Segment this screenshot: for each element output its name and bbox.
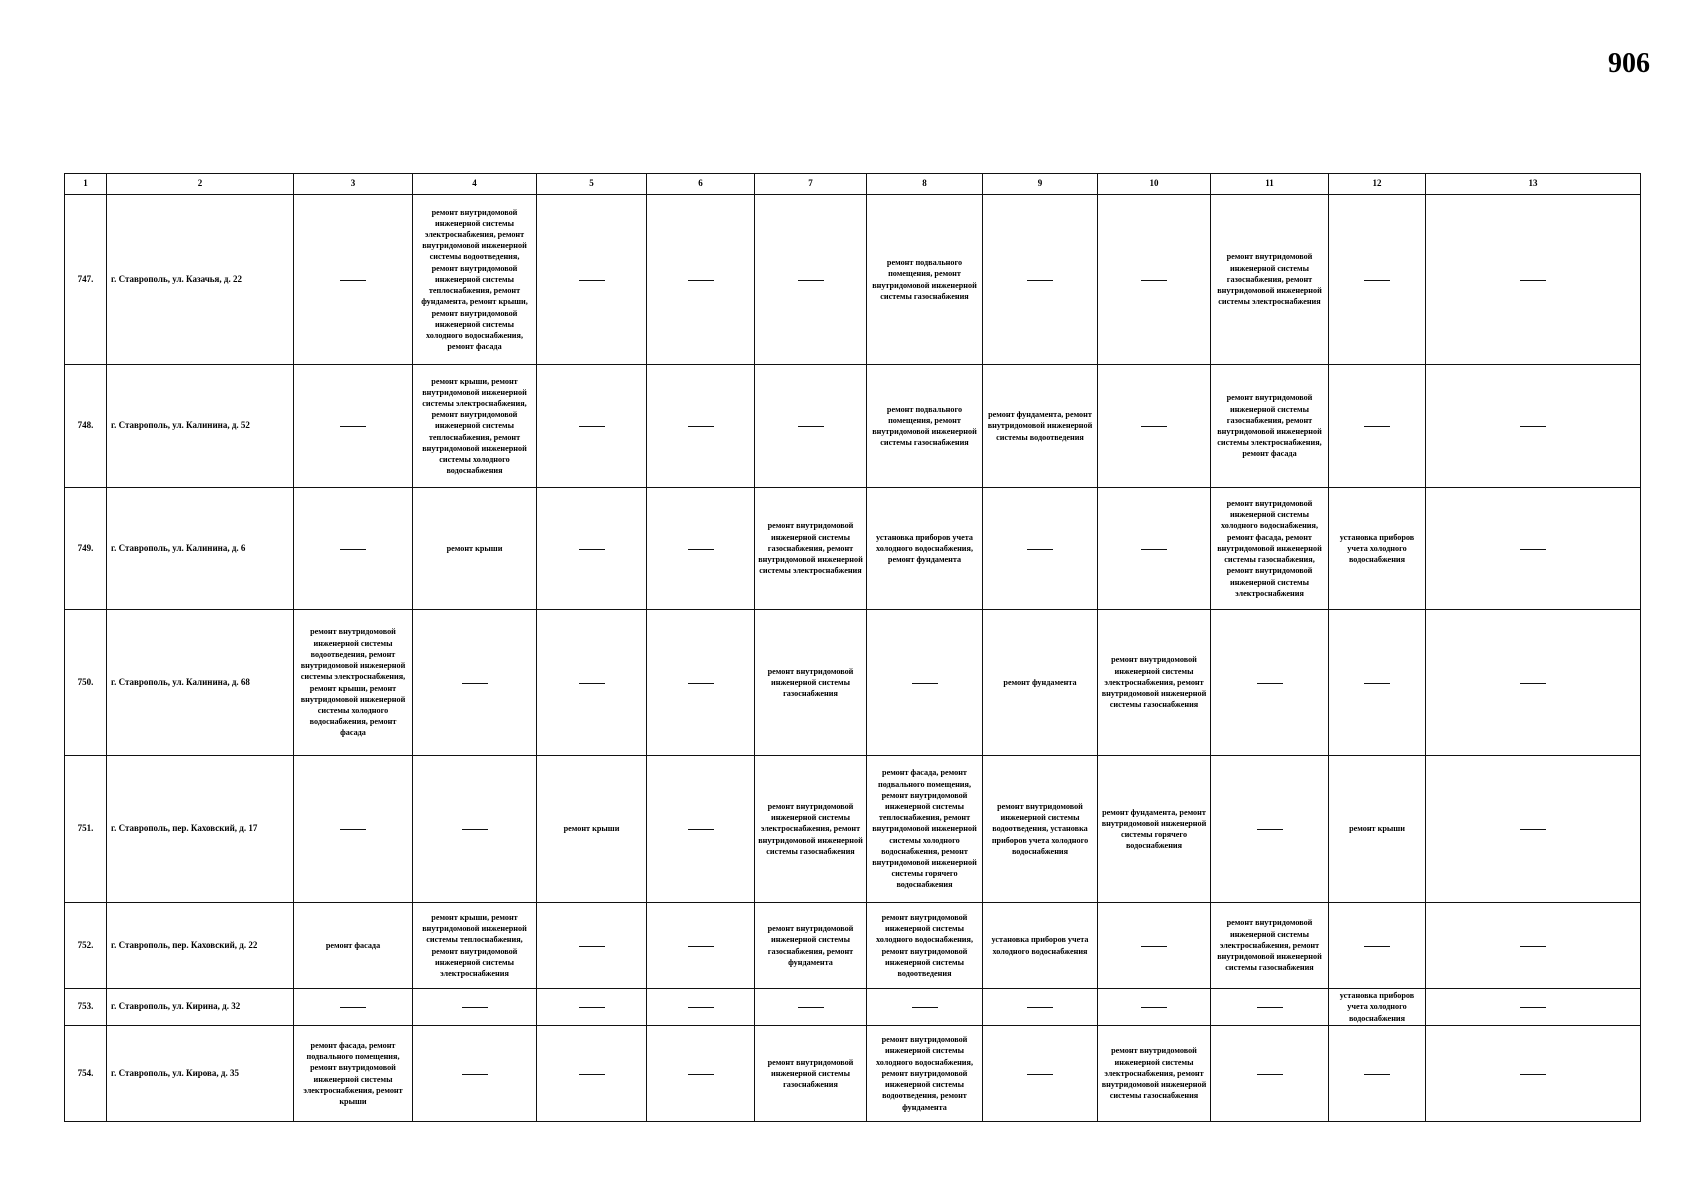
dash-mark <box>688 829 714 830</box>
work-type-cell <box>1329 1026 1426 1122</box>
row-number-cell: 749. <box>65 488 107 610</box>
work-type-cell <box>983 989 1098 1026</box>
dash-mark <box>688 1074 714 1075</box>
dash-mark <box>340 426 366 427</box>
work-type-cell <box>1426 365 1641 488</box>
table-row <box>65 195 1641 365</box>
column-header-4: 4 <box>413 174 537 195</box>
work-type-cell: установка приборов учета холодного водоснабжения <box>1329 989 1426 1026</box>
dash-mark <box>688 280 714 281</box>
dash-mark <box>579 683 605 684</box>
dash-mark <box>579 1007 605 1008</box>
dash-mark <box>462 1007 488 1008</box>
work-type-cell: ремонт фасада, ремонт подвального помещения, ремонт внутридомовой инженерной системы теплоснабжения, ремонт внутридомовой инженерной системы холодного водоснабжения, ремонт внутридомовой инженерной системы горячего водоснабжения <box>867 756 983 903</box>
dash-mark <box>1364 946 1390 947</box>
dash-mark <box>340 549 366 550</box>
work-type-cell: ремонт внутридомовой инженерной системы газоснабжения, ремонт внутридомовой инженерной системы электроснабжения, ремонт фасада <box>1211 365 1329 488</box>
dash-mark <box>1364 1074 1390 1075</box>
work-type-cell <box>294 365 413 488</box>
column-header-11: 11 <box>1211 174 1329 195</box>
work-type-cell: ремонт внутридомовой инженерной системы газоснабжения, ремонт фундамента <box>755 903 867 989</box>
work-type-cell: ремонт крыши, ремонт внутридомовой инженерной системы теплоснабжения, ремонт внутридомовой инженерной системы электроснабжения <box>413 903 537 989</box>
address-cell: г. Ставрополь, ул. Калинина, д. 52 <box>107 365 294 488</box>
work-type-cell: ремонт внутридомовой инженерной системы водоотведения, ремонт внутридомовой инженерной системы электроснабжения, ремонт крыши, ремонт внутридомовой инженерной системы холодного водоснабжения, ремонт фасада <box>294 610 413 756</box>
work-type-cell <box>1211 1026 1329 1122</box>
work-type-cell <box>537 610 647 756</box>
work-type-cell <box>755 989 867 1026</box>
address-cell: г. Ставрополь, ул. Калинина, д. 6 <box>107 488 294 610</box>
work-type-cell <box>537 903 647 989</box>
work-type-cell: ремонт подвального помещения, ремонт внутридомовой инженерной системы газоснабжения <box>867 195 983 365</box>
work-type-cell <box>647 610 755 756</box>
column-header-13: 13 <box>1426 174 1641 195</box>
table-row <box>65 903 1641 989</box>
work-type-cell <box>647 989 755 1026</box>
dash-mark <box>912 1007 938 1008</box>
table-body <box>65 195 1641 1122</box>
work-type-cell <box>1329 195 1426 365</box>
work-type-cell: ремонт крыши <box>1329 756 1426 903</box>
work-type-cell <box>537 365 647 488</box>
dash-mark <box>1520 829 1546 830</box>
work-type-cell: ремонт фундамента, ремонт внутридомовой инженерной системы водоотведения <box>983 365 1098 488</box>
work-type-cell <box>413 756 537 903</box>
work-type-cell <box>537 488 647 610</box>
repair-table <box>64 173 1641 1122</box>
dash-mark <box>579 1074 605 1075</box>
work-type-cell <box>1211 756 1329 903</box>
column-header-1: 1 <box>65 174 107 195</box>
dash-mark <box>579 426 605 427</box>
dash-mark <box>340 280 366 281</box>
column-header-2: 2 <box>107 174 294 195</box>
table-row <box>65 756 1641 903</box>
work-type-cell <box>1329 903 1426 989</box>
work-type-cell: ремонт внутридомовой инженерной системы газоснабжения <box>755 1026 867 1122</box>
dash-mark <box>1257 1007 1283 1008</box>
work-type-cell <box>1426 756 1641 903</box>
work-type-cell: ремонт внутридомовой инженерной системы электроснабжения, ремонт внутридомовой инженерной системы газоснабжения <box>1098 610 1211 756</box>
work-type-cell: ремонт внутридомовой инженерной системы электроснабжения, ремонт внутридомовой инженерной системы газоснабжения <box>1211 903 1329 989</box>
work-type-cell: ремонт внутридомовой инженерной системы электроснабжения, ремонт внутридомовой инженерной системы газоснабжения <box>1098 1026 1211 1122</box>
column-header-6: 6 <box>647 174 755 195</box>
dash-mark <box>912 683 938 684</box>
dash-mark <box>1257 829 1283 830</box>
dash-mark <box>688 683 714 684</box>
work-type-cell: ремонт внутридомовой инженерной системы газоснабжения, ремонт внутридомовой инженерной системы электроснабжения <box>1211 195 1329 365</box>
work-type-cell <box>647 195 755 365</box>
work-type-cell <box>983 1026 1098 1122</box>
dash-mark <box>1027 280 1053 281</box>
dash-mark <box>1364 426 1390 427</box>
work-type-cell: ремонт фундамента <box>983 610 1098 756</box>
dash-mark <box>462 1074 488 1075</box>
dash-mark <box>1364 280 1390 281</box>
dash-mark <box>462 829 488 830</box>
dash-mark <box>1141 946 1167 947</box>
work-type-cell <box>413 989 537 1026</box>
work-type-cell <box>867 610 983 756</box>
work-type-cell: ремонт внутридомовой инженерной системы газоснабжения, ремонт внутридомовой инженерной системы электроснабжения <box>755 488 867 610</box>
column-header-7: 7 <box>755 174 867 195</box>
dash-mark <box>1520 549 1546 550</box>
dash-mark <box>798 280 824 281</box>
work-type-cell <box>1426 989 1641 1026</box>
work-type-cell <box>1098 903 1211 989</box>
row-number-cell: 747. <box>65 195 107 365</box>
row-number-cell: 751. <box>65 756 107 903</box>
dash-mark <box>1520 946 1546 947</box>
work-type-cell <box>294 989 413 1026</box>
work-type-cell: ремонт фундамента, ремонт внутридомовой инженерной системы горячего водоснабжения <box>1098 756 1211 903</box>
dash-mark <box>688 946 714 947</box>
dash-mark <box>340 1007 366 1008</box>
dash-mark <box>1141 1007 1167 1008</box>
work-type-cell <box>647 903 755 989</box>
work-type-cell <box>755 365 867 488</box>
row-number-cell: 750. <box>65 610 107 756</box>
row-number-cell: 748. <box>65 365 107 488</box>
work-type-cell: ремонт внутридомовой инженерной системы электроснабжения, ремонт внутридомовой инженерной системы газоснабжения <box>755 756 867 903</box>
table-row <box>65 989 1641 1026</box>
column-header-12: 12 <box>1329 174 1426 195</box>
work-type-cell <box>1329 610 1426 756</box>
work-type-cell <box>1426 903 1641 989</box>
work-type-cell: ремонт крыши <box>537 756 647 903</box>
work-type-cell <box>1426 195 1641 365</box>
work-type-cell <box>647 1026 755 1122</box>
dash-mark <box>1141 280 1167 281</box>
address-cell: г. Ставрополь, ул. Кирова, д. 35 <box>107 1026 294 1122</box>
column-header-3: 3 <box>294 174 413 195</box>
work-type-cell <box>983 195 1098 365</box>
work-type-cell <box>294 195 413 365</box>
work-type-cell: ремонт внутридомовой инженерной системы холодного водоснабжения, ремонт внутридомовой инженерной системы водоотведения, ремонт фундамента <box>867 1026 983 1122</box>
dash-mark <box>340 829 366 830</box>
work-type-cell <box>1211 610 1329 756</box>
table-row <box>65 488 1641 610</box>
work-type-cell <box>1098 365 1211 488</box>
dash-mark <box>1520 426 1546 427</box>
work-type-cell <box>755 195 867 365</box>
work-type-cell <box>537 989 647 1026</box>
dash-mark <box>1520 1074 1546 1075</box>
work-type-cell <box>983 488 1098 610</box>
work-type-cell: ремонт внутридомовой инженерной системы водоотведения, установка приборов учета холодного водоснабжения <box>983 756 1098 903</box>
column-header-8: 8 <box>867 174 983 195</box>
work-type-cell: ремонт фасада, ремонт подвального помещения, ремонт внутридомовой инженерной системы электроснабжения, ремонт крыши <box>294 1026 413 1122</box>
work-type-cell: ремонт крыши <box>413 488 537 610</box>
dash-mark <box>1520 280 1546 281</box>
dash-mark <box>688 426 714 427</box>
column-header-9: 9 <box>983 174 1098 195</box>
dash-mark <box>1027 549 1053 550</box>
dash-mark <box>688 1007 714 1008</box>
work-type-cell <box>294 488 413 610</box>
dash-mark <box>1257 683 1283 684</box>
work-type-cell: ремонт подвального помещения, ремонт внутридомовой инженерной системы газоснабжения <box>867 365 983 488</box>
work-type-cell: установка приборов учета холодного водоснабжения, ремонт фундамента <box>867 488 983 610</box>
table-row <box>65 1026 1641 1122</box>
dash-mark <box>798 1007 824 1008</box>
dash-mark <box>579 549 605 550</box>
address-cell: г. Ставрополь, ул. Казачья, д. 22 <box>107 195 294 365</box>
work-type-cell <box>1329 365 1426 488</box>
work-type-cell <box>1098 488 1211 610</box>
work-type-cell: ремонт крыши, ремонт внутридомовой инженерной системы электроснабжения, ремонт внутридомовой инженерной системы теплоснабжения, ремонт внутридомовой инженерной системы холодного водоснабжения <box>413 365 537 488</box>
work-type-cell <box>1426 610 1641 756</box>
dash-mark <box>1027 1074 1053 1075</box>
row-number-cell: 753. <box>65 989 107 1026</box>
work-type-cell <box>1098 989 1211 1026</box>
dash-mark <box>688 549 714 550</box>
dash-mark <box>1141 426 1167 427</box>
row-number-cell: 752. <box>65 903 107 989</box>
column-header-10: 10 <box>1098 174 1211 195</box>
table-row <box>65 365 1641 488</box>
work-type-cell <box>537 1026 647 1122</box>
work-type-cell: ремонт внутридомовой инженерной системы холодного водоснабжения, ремонт фасада, ремонт внутридомовой инженерной системы газоснабжения, ремонт внутридомовой инженерной системы электроснабжения <box>1211 488 1329 610</box>
work-type-cell: ремонт внутридомовой инженерной системы холодного водоснабжения, ремонт внутридомовой инженерной системы водоотведения <box>867 903 983 989</box>
address-cell: г. Ставрополь, пер. Каховский, д. 17 <box>107 756 294 903</box>
work-type-cell <box>413 610 537 756</box>
page-number: 906 <box>1608 48 1650 79</box>
work-type-cell <box>1426 488 1641 610</box>
dash-mark <box>579 280 605 281</box>
repair-table-container <box>64 173 1640 1122</box>
work-type-cell: ремонт фасада <box>294 903 413 989</box>
work-type-cell <box>1098 195 1211 365</box>
dash-mark <box>798 426 824 427</box>
work-type-cell: установка приборов учета холодного водоснабжения <box>1329 488 1426 610</box>
column-header-5: 5 <box>537 174 647 195</box>
dash-mark <box>1027 1007 1053 1008</box>
work-type-cell: установка приборов учета холодного водоснабжения <box>983 903 1098 989</box>
work-type-cell <box>647 365 755 488</box>
work-type-cell: ремонт внутридомовой инженерной системы электроснабжения, ремонт внутридомовой инженерной системы водоотведения, ремонт внутридомовой инженерной системы теплоснабжения, ремонт фундамента, ремонт крыши, ремонт внутридомовой инженерной системы холодного водоснабжения, ремонт фасада <box>413 195 537 365</box>
dash-mark <box>1520 683 1546 684</box>
work-type-cell <box>294 756 413 903</box>
dash-mark <box>1141 549 1167 550</box>
work-type-cell <box>647 756 755 903</box>
address-cell: г. Ставрополь, ул. Калинина, д. 68 <box>107 610 294 756</box>
address-cell: г. Ставрополь, ул. Кирина, д. 32 <box>107 989 294 1026</box>
dash-mark <box>1257 1074 1283 1075</box>
work-type-cell <box>413 1026 537 1122</box>
address-cell: г. Ставрополь, пер. Каховский, д. 22 <box>107 903 294 989</box>
dash-mark <box>462 683 488 684</box>
work-type-cell <box>647 488 755 610</box>
table-row <box>65 610 1641 756</box>
dash-mark <box>1364 683 1390 684</box>
work-type-cell <box>867 989 983 1026</box>
dash-mark <box>579 946 605 947</box>
row-number-cell: 754. <box>65 1026 107 1122</box>
work-type-cell <box>1426 1026 1641 1122</box>
work-type-cell: ремонт внутридомовой инженерной системы газоснабжения <box>755 610 867 756</box>
dash-mark <box>1520 1007 1546 1008</box>
table-header <box>65 174 1641 195</box>
work-type-cell <box>537 195 647 365</box>
header-row <box>65 174 1641 195</box>
work-type-cell <box>1211 989 1329 1026</box>
